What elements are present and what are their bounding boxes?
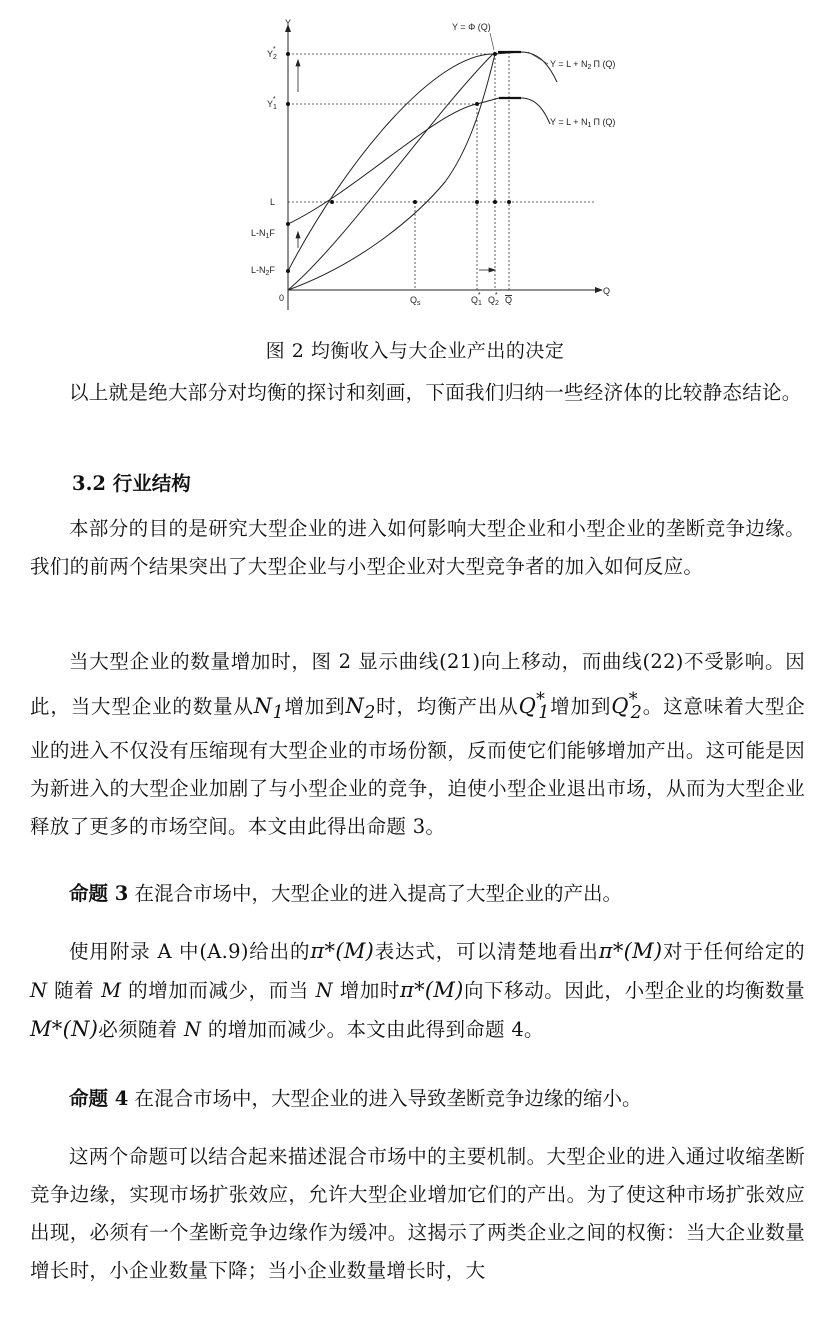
label-q1-sub: 1: [478, 300, 482, 307]
p3-q2-sup: *: [628, 690, 638, 710]
label-curve-n1: [550, 117, 615, 129]
arrow-right-q-head: [489, 268, 495, 272]
label-q1: [471, 292, 482, 307]
label-y2: [267, 46, 277, 61]
curve-small-profit: [288, 54, 495, 290]
p4-n-b: N: [315, 979, 333, 1002]
origin-label: 0: [279, 293, 285, 303]
p4-text-6: 增加时: [332, 979, 400, 1002]
p3-q1-sub: 1: [538, 703, 550, 724]
p3-q1-main: Q: [518, 694, 537, 718]
p3-q2-sub: 2: [630, 703, 643, 724]
label-ln1f-sub: 1: [265, 233, 270, 240]
paragraph-5: 这两个命题可以结合起来描述混合市场中的主要机制。大型企业的进入通过收缩垄断竞争边缘，实现市场扩张效应，允许大型企业增加它们的产出。为了使这种市场扩张效应出现，必须有一个垄断竞争边缘作为缓冲。这揭示了两类企业之间的权衡：当大企业数量增长时，小企业数量下降；当小企业数量增长时，大: [30, 1145, 805, 1282]
proposition-4: [30, 1080, 805, 1118]
arrow-up-l-head: [296, 232, 300, 238]
point-q2-l: [493, 200, 497, 204]
label-qs: [410, 295, 421, 307]
figure-caption: 图 2 均衡收入与大企业产出的决定: [265, 340, 565, 362]
p3-n1-main: N: [253, 694, 273, 718]
label-y1-main: Y: [267, 99, 274, 109]
label-y1-sub: 1: [273, 104, 277, 111]
p3-q1: [518, 690, 550, 724]
point-e2: [493, 52, 497, 56]
paragraph-1: 以上就是绝大部分对均衡的探讨和刻画，下面我们归纳一些经济体的比较静态结论。: [69, 381, 802, 404]
curve-n2: [288, 52, 557, 271]
p3-n1: [253, 694, 284, 724]
p4-text-4: 随着: [47, 979, 102, 1002]
label-q2-sub: 2: [495, 300, 499, 307]
label-ln2f-tail: F: [269, 265, 275, 275]
p4-text-9: 的增加而减少。本文由此得到命题 4。: [201, 1018, 544, 1041]
label-ln2f-main: L-N: [251, 265, 266, 275]
curve-phi: [288, 52, 495, 290]
p3-n2: [345, 694, 376, 724]
p4-text-8: 必须随着: [98, 1018, 184, 1041]
label-curve-n1-tail: Π (Q): [593, 117, 616, 127]
point-qbar-l: [507, 200, 511, 204]
label-curve-n2-main: Y = L + N: [550, 59, 588, 69]
label-curve-n2-tail: Π (Q): [593, 59, 616, 69]
p3-text-3: 时，均衡产出从: [375, 695, 519, 718]
p4-mn: M*(N): [30, 1017, 99, 1041]
point-ln2f: [286, 269, 290, 273]
p3-q2: [611, 690, 643, 724]
paragraph-3: [30, 643, 805, 846]
label-y1: [267, 96, 277, 111]
curve-n1: [288, 98, 550, 224]
p4-text-2: 表达式，可以清楚地看出: [374, 940, 599, 963]
proposition-3: [30, 875, 805, 913]
arrow-up-y-head: [296, 60, 300, 66]
p3-text-5: 。这意味着大型企业的进入不仅没有压缩现有大型企业的市场份额，反而使它们能够增加产出。这可能是因为新进入的大型企业加剧了与小型企业的竞争，迫使小型企业退出市场，从而为大型企业释放了更多的市场空间。本文由此得出命题 3。: [30, 695, 805, 839]
point-ln1f: [286, 222, 290, 226]
label-q2: [488, 292, 499, 307]
equilibrium-points: [286, 52, 511, 273]
paragraph-2: 本部分的目的是研究大型企业的进入如何影响大型企业和小型企业的垄断竞争边缘。我们的前两个结果突出了大型企业与小型企业对大型竞争者的加入如何反应。: [30, 517, 805, 578]
p3-q2-main: Q: [611, 694, 629, 718]
point-phi-l: [330, 200, 334, 204]
p3-n2-sub: 2: [364, 703, 376, 724]
guide-lines: [288, 52, 595, 290]
point-y1: [286, 102, 290, 106]
label-q2-main: Q: [488, 295, 496, 305]
p4-text-5: 的增加而减少，而当: [121, 979, 316, 1002]
label-y2-main: Y: [267, 49, 274, 59]
label-q2-star: *: [494, 292, 498, 299]
label-qs-sub: s: [417, 300, 421, 307]
label-l: L: [270, 197, 276, 207]
p4-text-3: 对于任何给定的: [662, 940, 805, 963]
leader-n2: [528, 52, 548, 64]
leader-phi: [490, 33, 494, 50]
label-curve-n1-sub: 1: [587, 122, 592, 129]
p4-pi-2: π*(M): [598, 939, 663, 963]
shift-arrows: [296, 60, 495, 272]
p4-m-a: M: [101, 979, 122, 1002]
q-axis-arrow: [595, 287, 603, 293]
q-axis-label: Q: [603, 286, 611, 296]
p4-pi-3: π*(M): [399, 978, 464, 1002]
y-axis-label: Y: [285, 18, 292, 28]
prop4-text: 在混合市场中，大型企业的进入导致垄断竞争边缘的缩小。: [128, 1087, 642, 1110]
label-ln1f-main: L-N: [251, 228, 266, 238]
label-ln1f: [251, 228, 275, 240]
label-qbar: Q: [505, 295, 513, 305]
label-curve-n2-sub: 2: [587, 64, 592, 71]
point-qs: [413, 200, 417, 204]
point-q1-l: [475, 200, 479, 204]
p3-q1-sup: *: [536, 690, 546, 710]
p4-n-c: N: [183, 1018, 202, 1041]
label-q1-star: *: [477, 292, 481, 299]
label-ln1f-tail: F: [269, 228, 275, 238]
label-y2-star: *: [272, 46, 276, 53]
paragraph-4: [30, 932, 805, 1049]
section-heading: 3.2 行业结构: [72, 472, 191, 495]
p3-n1-sub: 1: [272, 703, 284, 724]
point-e1: [475, 102, 479, 106]
prop3-label: 命题 3: [69, 882, 129, 905]
p3-text-4: 增加到: [549, 695, 612, 718]
p4-text-1: 使用附录 A 中(A.9)给出的: [69, 940, 311, 963]
p3-n2-main: N: [345, 694, 365, 718]
p3-text-1: 当大型企业的数量增加时，图 2 显示曲线(21)向上移动，而曲线(22)不受影响。因此，当大型企业的数量从: [30, 650, 805, 718]
label-curve-n1-main: Y = L + N: [550, 117, 588, 127]
figure-svg: [245, 12, 625, 312]
label-curve-phi: Y = Φ (Q): [452, 22, 491, 32]
label-qs-main: Q: [410, 295, 418, 305]
label-ln2f-sub: 2: [265, 270, 270, 277]
label-ln2f: [251, 265, 275, 277]
label-y1-star: *: [272, 96, 276, 103]
label-curve-n2: [550, 59, 615, 71]
label-q1-main: Q: [471, 295, 479, 305]
equilibrium-figure: [245, 12, 625, 312]
p4-pi-1: π*(M): [310, 939, 375, 963]
prop3-text: 在混合市场中，大型企业的进入提高了大型企业的产出。: [128, 882, 623, 905]
label-y2-sub: 2: [273, 54, 277, 61]
p3-text-2: 增加到: [283, 695, 346, 718]
p4-n-a: N: [30, 979, 48, 1002]
prop4-label: 命题 4: [69, 1087, 129, 1110]
point-y2: [286, 52, 290, 56]
p4-text-7: 向下移动。因此，小型企业的均衡数量: [463, 979, 805, 1002]
